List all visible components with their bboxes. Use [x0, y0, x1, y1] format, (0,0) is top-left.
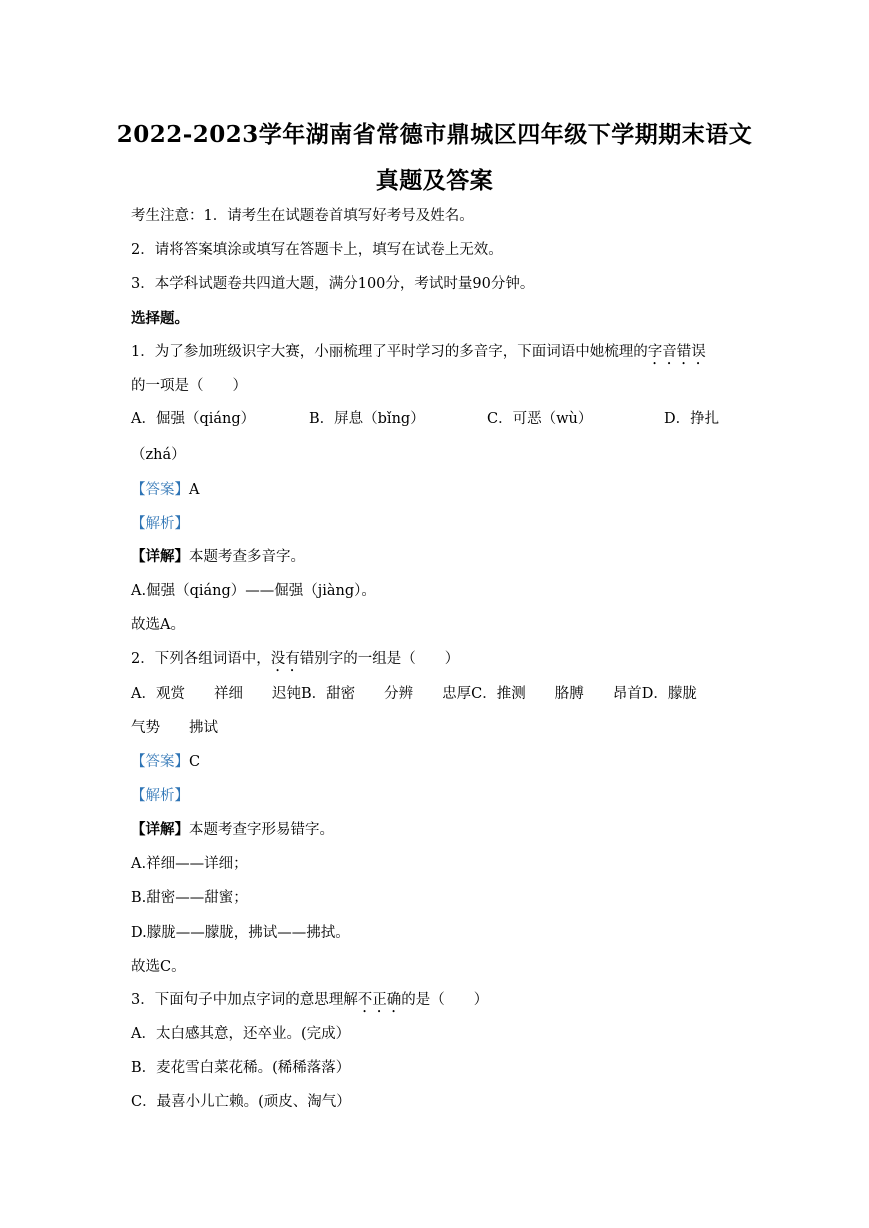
document-title-line1: 2022-2023学年湖南省常德市鼎城区四年级下学期期末语文: [116, 121, 753, 148]
q2-detail-text: 本题考查字形易错字。: [189, 822, 334, 838]
q3-option-c: C．最喜小儿亡赖。(顽皮、淘气）: [131, 1094, 351, 1110]
q1-explanation: A.倔强（qiáng）——倔强（jiàng）。: [131, 583, 376, 599]
q1-answer-value: A: [189, 482, 200, 498]
q3-option-b: B．麦花雪白菜花稀。(稀稀落落）: [131, 1060, 351, 1076]
q2-explanation-1: A.祥细——详细；: [131, 856, 248, 872]
notice-line-1: 考生注意：1．请考生在试题卷首填写好考号及姓名。: [131, 208, 474, 224]
answer-label: 【答案】: [131, 482, 189, 498]
q3-stem-emphasis: 不正确: [357, 992, 402, 1008]
detail-label: 【详解】: [131, 821, 189, 838]
q1-detail-text: 本题考查多音字。: [189, 549, 305, 565]
q1-option-b: B．屏息（bǐng）: [309, 411, 425, 427]
notice-line-3: 3．本学科试题卷共四道大题，满分100分，考试时量90分钟。: [131, 276, 535, 292]
q3-option-a: A．太白感其意，还卒业。(完成）: [131, 1026, 351, 1042]
detail-label: 【详解】: [131, 548, 189, 565]
q1-detail: [131, 545, 305, 566]
q2-answer: [131, 750, 200, 771]
q1-option-a: A．倔强（qiáng）: [131, 411, 256, 427]
q2-explanation-3: D.朦胧——朦胧，拂试——拂拭。: [131, 925, 350, 941]
q1-stem-end: 的一项是（ ）: [131, 378, 247, 394]
q2-stem-end: 错别字的一组是（ ）: [299, 651, 460, 667]
q1-analysis-label: 【解析】: [131, 516, 189, 532]
answer-label: 【答案】: [131, 754, 189, 770]
q1-stem-text: 1．为了参加班级识字大赛，小丽梳理了平时学习的多音字，下面词语中她梳理的: [131, 344, 648, 360]
q3-stem-end: 的是（ ）: [401, 992, 489, 1008]
q1-option-c: C．可恶（wù）: [487, 411, 593, 427]
q1-stem: [131, 340, 706, 368]
q1-option-d-pinyin: （zhá）: [131, 447, 186, 463]
q2-stem-emphasis: 没有: [270, 651, 300, 667]
notice-line-2: 2．请将答案填涂或填写在答题卡上，填写在试卷上无效。: [131, 242, 503, 258]
q2-detail: [131, 818, 334, 839]
q2-analysis-label: 【解析】: [131, 788, 189, 804]
q2-choice: 故选C。: [131, 959, 186, 975]
q2-stem: [131, 647, 459, 675]
document-title-line2: 真题及答案: [375, 167, 494, 194]
q1-option-d: D．挣扎: [664, 411, 720, 427]
q1-choice: 故选A。: [131, 617, 185, 633]
q1-answer: [131, 478, 199, 499]
q2-answer-value: C: [189, 754, 201, 770]
q2-options-line-1: A．观赏 祥细 迟钝B．甜密 分辨 忠厚C．推测 胳膊 昂首D．朦胧: [131, 686, 697, 702]
q2-options-line-2: 气势 拂试: [131, 720, 218, 736]
q2-stem-text: 2．下列各组词语中，: [131, 651, 271, 667]
q1-stem-emphasis: 字音错误: [647, 344, 706, 360]
q2-explanation-2: B.甜密——甜蜜；: [131, 890, 248, 906]
q3-stem: [131, 988, 488, 1016]
section-heading: 选择题。: [131, 310, 189, 327]
q3-stem-text: 3．下面句子中加点字词的意思理解: [131, 992, 358, 1008]
